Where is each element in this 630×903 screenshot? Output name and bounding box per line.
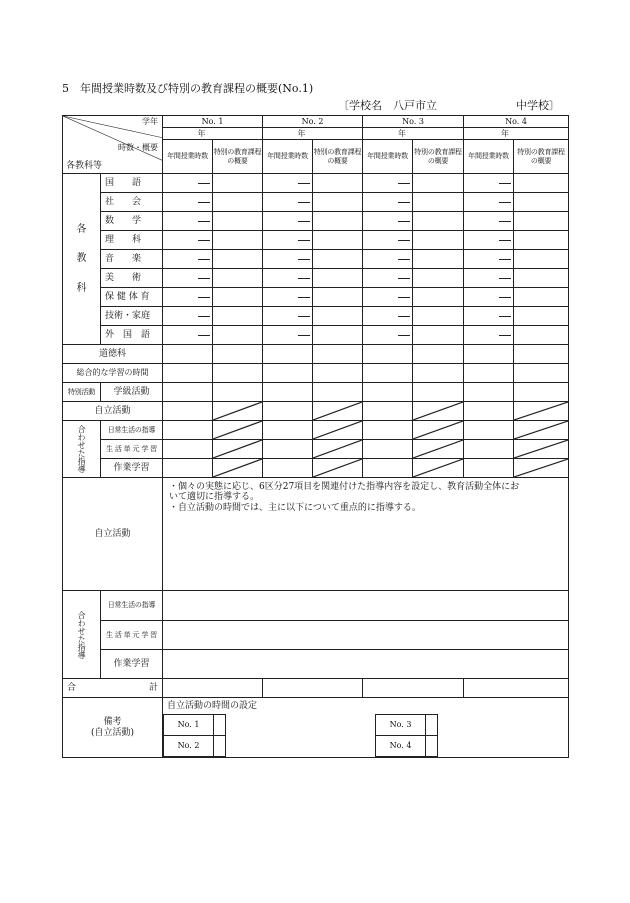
grade-label: 学年 xyxy=(142,117,158,126)
setting-no4-value xyxy=(426,736,438,757)
dash-mark xyxy=(398,278,410,279)
hours-cell xyxy=(363,174,413,193)
hours-cell xyxy=(163,250,213,269)
dash-mark xyxy=(298,259,310,260)
hours-cell xyxy=(263,326,313,345)
summary-cell xyxy=(313,250,363,269)
dash-mark xyxy=(499,297,511,298)
slash-cell xyxy=(313,421,363,440)
slash-cell xyxy=(413,459,464,478)
no4-year: 年 xyxy=(464,128,569,140)
dash-mark xyxy=(499,316,511,317)
dash-mark xyxy=(198,316,210,317)
slash-cell xyxy=(213,440,263,459)
subject-name: 美 術 xyxy=(101,269,163,288)
curriculum-table xyxy=(62,115,569,758)
life-unit-label-2: 生 活 単 元 学 習 xyxy=(101,621,163,650)
summary-cell xyxy=(413,174,464,193)
no2-year: 年 xyxy=(263,128,363,140)
summary-cell xyxy=(514,269,569,288)
hours-cell xyxy=(263,193,313,212)
dash-mark xyxy=(398,240,410,241)
hours-cell xyxy=(464,212,514,231)
slash-cell xyxy=(514,459,569,478)
slash-cell xyxy=(313,402,363,421)
dash-mark xyxy=(398,297,410,298)
hours-cell xyxy=(263,174,313,193)
no2-summary-header: 特別の教育課程の概要 xyxy=(313,140,363,174)
total-no3 xyxy=(363,679,464,698)
hours-cell xyxy=(263,307,313,326)
hours-cell xyxy=(363,212,413,231)
slash-cell xyxy=(413,421,464,440)
hours-cell xyxy=(363,307,413,326)
setting-no1-value xyxy=(214,715,226,736)
subject-name: 国 語 xyxy=(101,174,163,193)
setting-no3-value xyxy=(426,715,438,736)
setting-no3: No. 3 xyxy=(376,715,426,736)
subject-name: 社 会 xyxy=(101,193,163,212)
total-no1 xyxy=(163,679,263,698)
hours-cell xyxy=(163,212,213,231)
summary-cell xyxy=(514,288,569,307)
hours-summary-label: 時数・概要 xyxy=(118,143,158,152)
class-activity-label: 学級活動 xyxy=(101,383,163,402)
setting-no4: No. 4 xyxy=(376,736,426,757)
life-unit-label: 生 活 単 元 学 習 xyxy=(101,440,163,459)
total-no4 xyxy=(464,679,569,698)
summary-cell xyxy=(213,307,263,326)
integrated-study-label: 総合的な学習の時間 xyxy=(63,364,163,383)
summary-cell xyxy=(213,174,263,193)
slash-cell xyxy=(213,402,263,421)
header-corner-cell xyxy=(63,116,163,174)
no4-header: No. 4 xyxy=(464,116,569,128)
dash-mark xyxy=(198,335,210,336)
summary-cell xyxy=(413,288,464,307)
hours-cell xyxy=(263,288,313,307)
hours-cell xyxy=(363,288,413,307)
slash-cell xyxy=(413,440,464,459)
subjects-group: 各 教 科 xyxy=(63,174,101,345)
dash-mark xyxy=(398,259,410,260)
dash-mark xyxy=(198,297,210,298)
subject-name: 理 科 xyxy=(101,231,163,250)
no1-hours-header: 年間授業時数 xyxy=(163,140,213,174)
slash-cell xyxy=(514,440,569,459)
dash-mark xyxy=(298,202,310,203)
summary-cell xyxy=(213,212,263,231)
no2-hours-header: 年間授業時数 xyxy=(263,140,313,174)
life-unit-notes xyxy=(163,621,569,650)
no3-hours-header: 年間授業時数 xyxy=(363,140,413,174)
hours-cell xyxy=(363,326,413,345)
summary-cell xyxy=(514,174,569,193)
setting-title: 自立活動の時間の設定 xyxy=(167,701,258,711)
total-no2 xyxy=(263,679,363,698)
summary-cell xyxy=(413,307,464,326)
summary-cell xyxy=(413,326,464,345)
subject-name: 外 国 語 xyxy=(101,326,163,345)
hours-cell xyxy=(263,269,313,288)
slash-cell xyxy=(514,421,569,440)
no4-summary-header: 特別の教育課程の概要 xyxy=(514,140,569,174)
dash-mark xyxy=(398,183,410,184)
school-suffix: 中学校〕 xyxy=(516,99,560,112)
remarks-label: 備考 (自立活動) xyxy=(63,698,163,758)
page-title: 5 年間授業時数及び特別の教育課程の概要(No.1) xyxy=(62,82,314,95)
hours-cell xyxy=(263,250,313,269)
subject-name: 音 楽 xyxy=(101,250,163,269)
hours-cell xyxy=(163,326,213,345)
dash-mark xyxy=(499,335,511,336)
summary-cell xyxy=(413,269,464,288)
dash-mark xyxy=(499,278,511,279)
slash-cell xyxy=(213,459,263,478)
hours-cell xyxy=(464,269,514,288)
setting-table xyxy=(163,714,569,757)
hours-cell xyxy=(363,250,413,269)
combined-guidance-group-2: 合わせた指導 xyxy=(63,591,101,679)
dash-mark xyxy=(198,278,210,279)
no1-summary-header: 特別の教育課程の概要 xyxy=(213,140,263,174)
subject-rows xyxy=(63,174,569,345)
hours-cell xyxy=(464,250,514,269)
no4-hours-header: 年間授業時数 xyxy=(464,140,514,174)
hours-cell xyxy=(464,193,514,212)
setting-no2: No. 2 xyxy=(164,736,214,757)
daily-life-notes xyxy=(163,591,569,621)
hours-cell xyxy=(464,288,514,307)
no1-header: No. 1 xyxy=(163,116,263,128)
dash-mark xyxy=(499,221,511,222)
dash-mark xyxy=(298,278,310,279)
dash-mark xyxy=(298,316,310,317)
summary-cell xyxy=(313,231,363,250)
summary-cell xyxy=(313,174,363,193)
dash-mark xyxy=(298,183,310,184)
note-line-3: ・自立活動の時間では、主に以下について重点的に指導する。 xyxy=(169,502,421,513)
summary-cell xyxy=(213,288,263,307)
jiritsu-notes xyxy=(163,478,569,591)
summary-cell xyxy=(514,250,569,269)
dash-mark xyxy=(298,240,310,241)
combined-guidance-group: 合わせた指導 xyxy=(63,421,101,478)
jiritsu-label: 自立活動 xyxy=(63,402,163,421)
summary-cell xyxy=(514,307,569,326)
summary-cell xyxy=(313,307,363,326)
dash-mark xyxy=(499,240,511,241)
summary-cell xyxy=(413,193,464,212)
slash-cell xyxy=(213,421,263,440)
dash-mark xyxy=(398,221,410,222)
hours-cell xyxy=(464,174,514,193)
summary-cell xyxy=(413,212,464,231)
setting-no2-value xyxy=(214,736,226,757)
subject-name: 技術・家庭 xyxy=(101,307,163,326)
dash-mark xyxy=(298,221,310,222)
dash-mark xyxy=(198,259,210,260)
moral-label: 道徳科 xyxy=(63,345,163,364)
note-line-2: いて適切に指導する。 xyxy=(169,492,260,503)
summary-cell xyxy=(514,193,569,212)
hours-cell xyxy=(163,269,213,288)
summary-cell xyxy=(213,231,263,250)
hours-cell xyxy=(263,231,313,250)
summary-cell xyxy=(514,231,569,250)
hours-cell xyxy=(464,307,514,326)
hours-cell xyxy=(163,288,213,307)
no1-year: 年 xyxy=(163,128,263,140)
hours-cell xyxy=(163,231,213,250)
slash-cell xyxy=(413,402,464,421)
dash-mark xyxy=(398,335,410,336)
summary-cell xyxy=(213,250,263,269)
summary-cell xyxy=(514,212,569,231)
hours-cell xyxy=(464,231,514,250)
subject-name: 保 健 体 育 xyxy=(101,288,163,307)
summary-cell xyxy=(313,212,363,231)
dash-mark xyxy=(298,335,310,336)
work-study-label: 作業学習 xyxy=(101,459,163,478)
slash-cell xyxy=(313,459,363,478)
work-study-label-2: 作業学習 xyxy=(101,650,163,679)
hours-cell xyxy=(363,193,413,212)
summary-cell xyxy=(313,193,363,212)
dash-mark xyxy=(198,240,210,241)
special-activity-group: 特別活動 xyxy=(63,383,101,402)
dash-mark xyxy=(499,183,511,184)
no3-summary-header: 特別の教育課程の概要 xyxy=(413,140,464,174)
summary-cell xyxy=(213,269,263,288)
dash-mark xyxy=(198,183,210,184)
remarks-content xyxy=(163,698,569,758)
note-line-1: ・個々の実態に応じ、6区分27項目を関連付けた指導内容を設定し、教育活動全体にお xyxy=(169,482,520,492)
dash-mark xyxy=(198,221,210,222)
hours-cell xyxy=(163,193,213,212)
summary-cell xyxy=(313,269,363,288)
dash-mark xyxy=(398,316,410,317)
summary-cell xyxy=(213,193,263,212)
no3-year: 年 xyxy=(363,128,464,140)
summary-cell xyxy=(514,326,569,345)
dash-mark xyxy=(499,202,511,203)
summary-cell xyxy=(413,231,464,250)
work-study-notes xyxy=(163,650,569,679)
hours-cell xyxy=(363,269,413,288)
dash-mark xyxy=(198,202,210,203)
school-name-line xyxy=(338,97,568,113)
slash-cell xyxy=(514,402,569,421)
summary-cell xyxy=(313,288,363,307)
dash-mark xyxy=(298,297,310,298)
hours-cell xyxy=(363,231,413,250)
total-label: 合 計 xyxy=(63,679,163,698)
hours-cell xyxy=(163,307,213,326)
daily-life-label-2: 日常生活の指導 xyxy=(101,591,163,621)
daily-life-label: 日常生活の指導 xyxy=(101,421,163,440)
setting-no1: No. 1 xyxy=(164,715,214,736)
hours-cell xyxy=(464,326,514,345)
no3-header: No. 3 xyxy=(363,116,464,128)
slash-cell xyxy=(313,440,363,459)
summary-cell xyxy=(313,326,363,345)
summary-cell xyxy=(213,326,263,345)
hours-cell xyxy=(163,174,213,193)
subject-name: 数 学 xyxy=(101,212,163,231)
no2-header: No. 2 xyxy=(263,116,363,128)
school-prefix: 〔学校名 八戸市立 xyxy=(338,99,437,112)
subject-label: 各教科等 xyxy=(66,160,103,171)
hours-cell xyxy=(263,212,313,231)
summary-cell xyxy=(413,250,464,269)
jiritsu-section-label: 自立活動 xyxy=(63,478,163,591)
dash-mark xyxy=(398,202,410,203)
dash-mark xyxy=(499,259,511,260)
